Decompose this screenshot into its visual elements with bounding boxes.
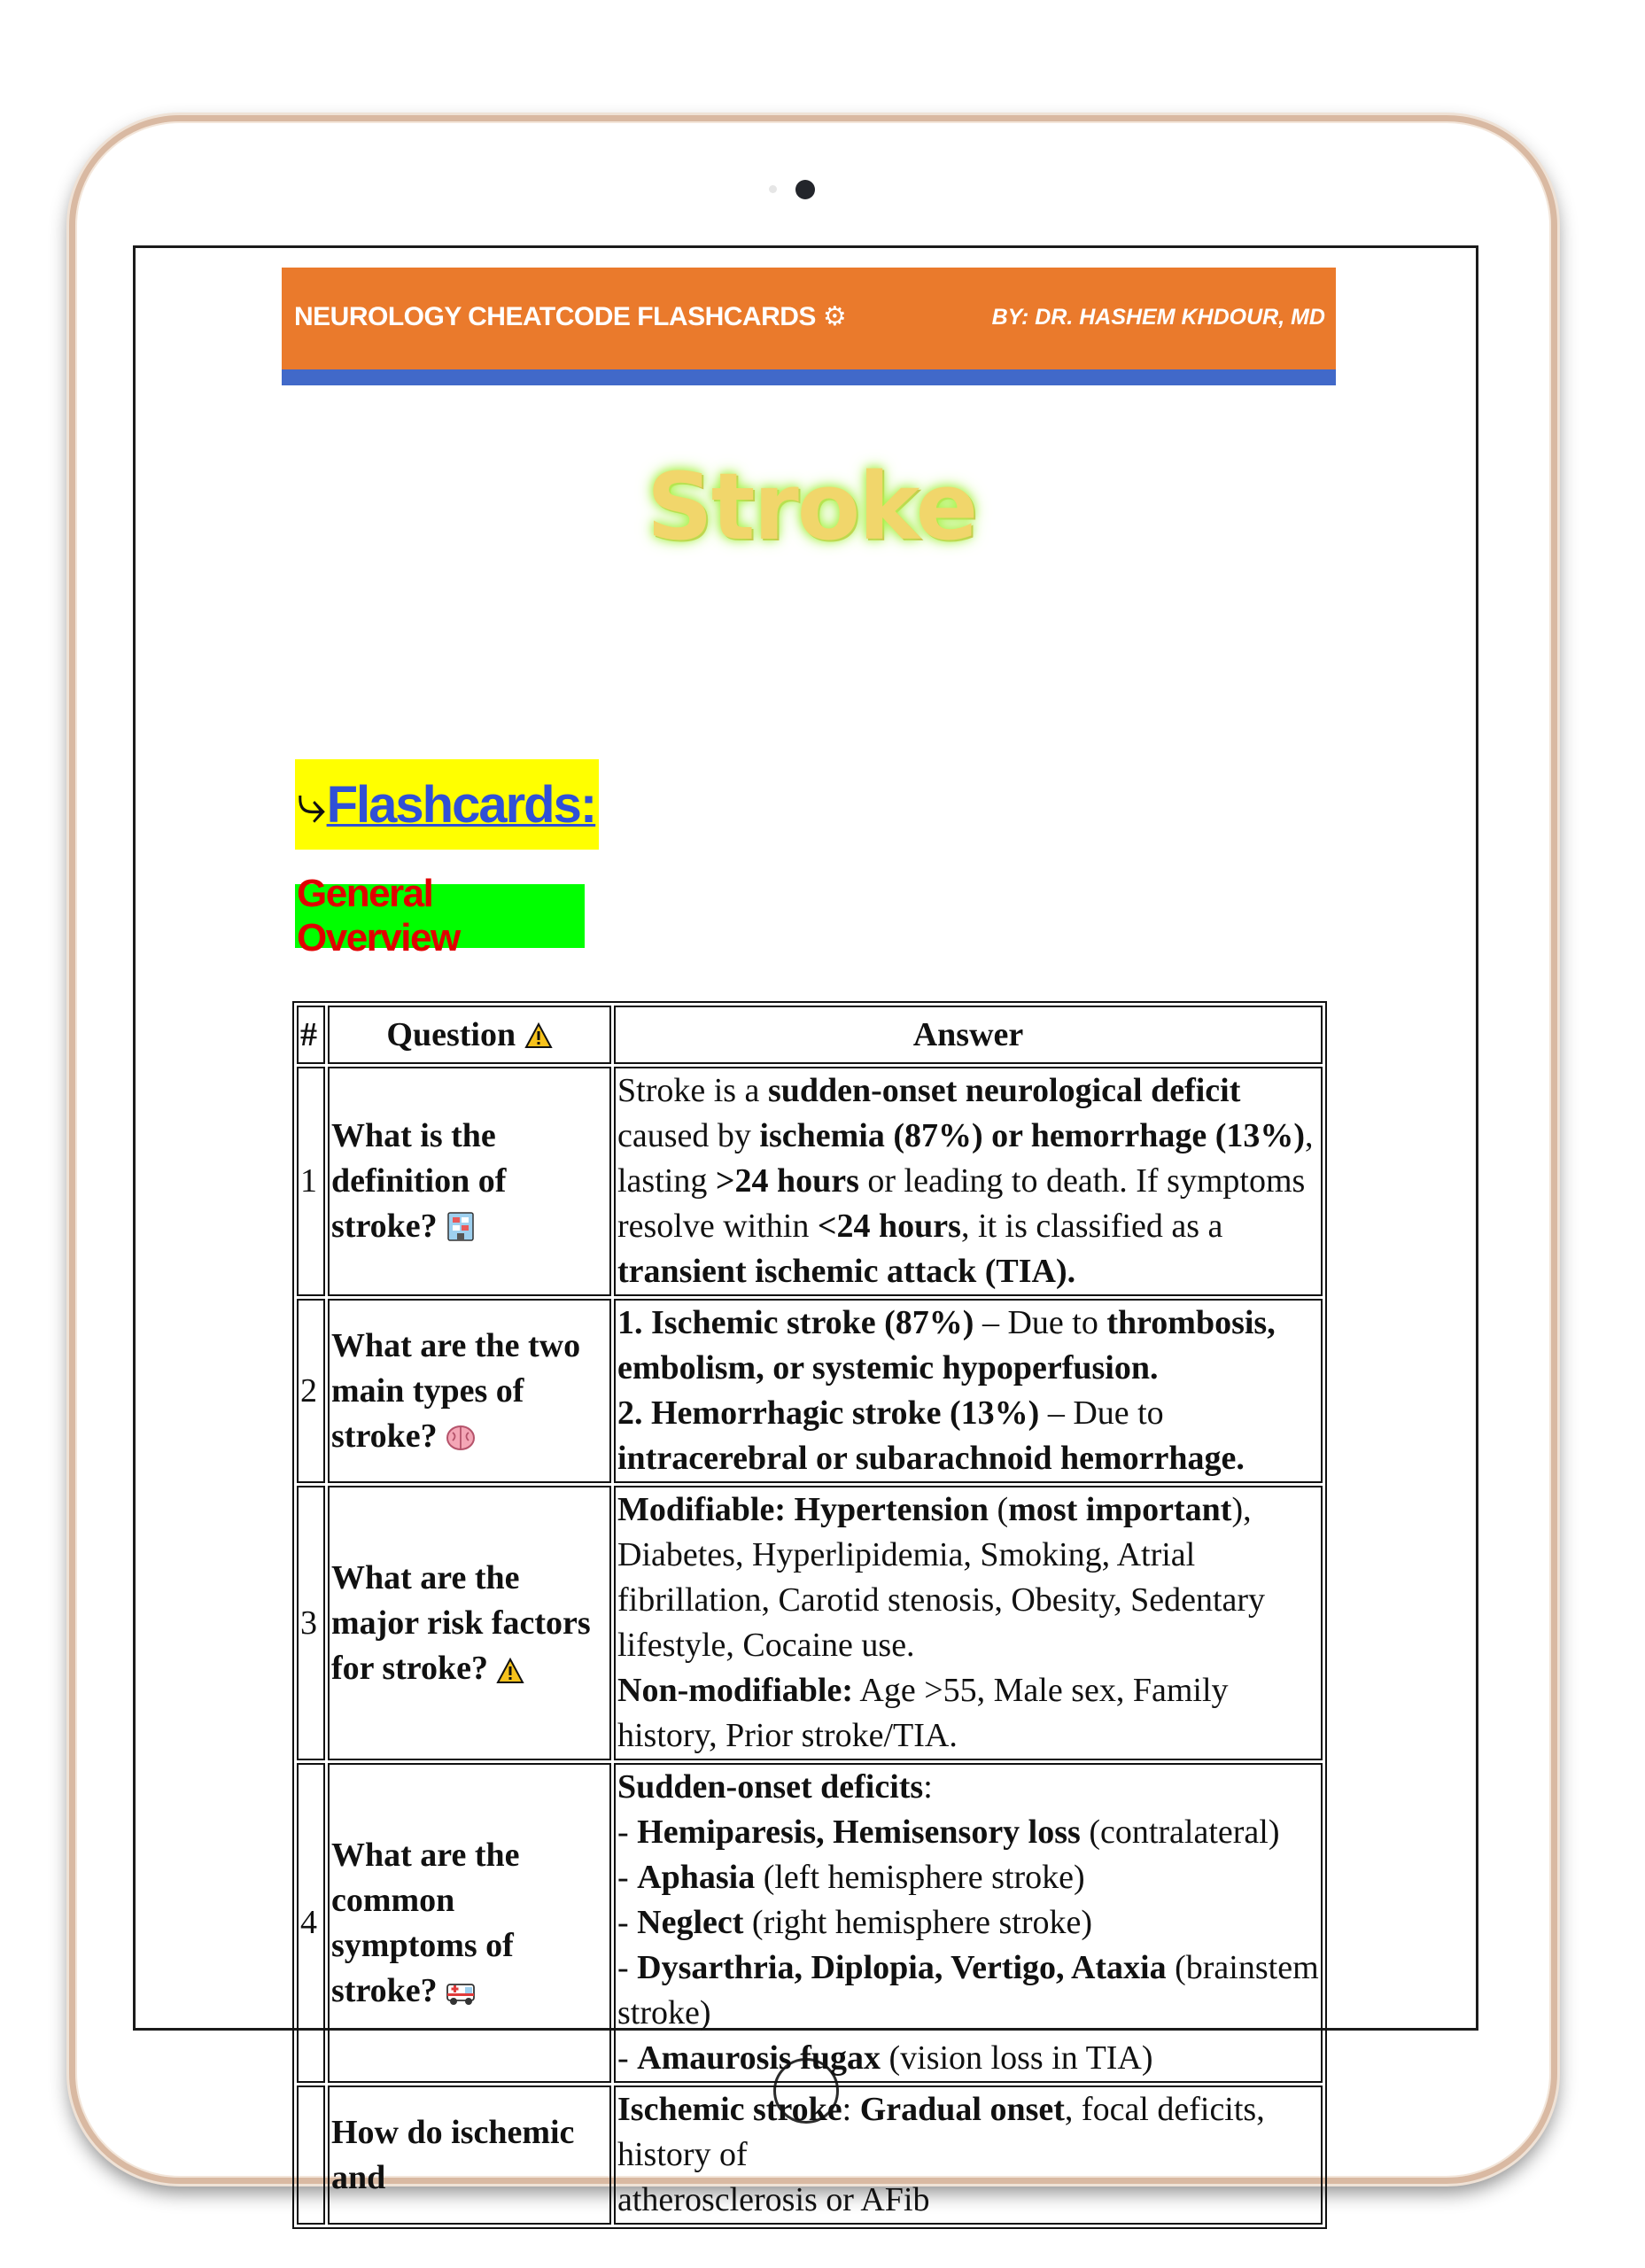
row-number: 4 — [297, 1763, 325, 2083]
answer-text: : — [842, 2091, 860, 2128]
answer-cell — [614, 1763, 1323, 2083]
answer-text: - — [617, 1904, 638, 1941]
answer-cell — [614, 1299, 1323, 1483]
table-row — [297, 1763, 1323, 2083]
table-row — [297, 1486, 1323, 1760]
section-label: General Overview — [297, 872, 460, 959]
question-cell — [328, 1299, 611, 1483]
answer-text: ( — [989, 1491, 1009, 1528]
answer-bold-text: <24 hours — [817, 1208, 961, 1245]
answer-cell — [614, 1486, 1323, 1760]
answer-text: ), Diabetes, Hyperlipidemia, Smoking, Atrial fibrillation, Carotid stenosis, Obesity, Sedentary lifestyle, Cocaine use. — [617, 1491, 1266, 1664]
brain-icon — [446, 1414, 476, 1459]
question-cell — [328, 2085, 611, 2225]
answer-text: or leading to death. If symptoms resolve within — [617, 1162, 1306, 1245]
answer-bold-text: ischemia (87%) or hemorrhage (13%) — [759, 1117, 1305, 1154]
answer-bold-text: Non-modifiable: — [617, 1672, 853, 1709]
answer-bold-text: Sudden-onset deficits — [617, 1768, 924, 1806]
column-header-answer: Answer — [614, 1006, 1323, 1064]
camera-icon — [795, 180, 815, 199]
answer-bold-text: Hypertension — [794, 1491, 989, 1528]
answer-bold-text: 2. Hemorrhagic stroke (13%) — [617, 1394, 1040, 1432]
flashcards-heading — [295, 759, 599, 850]
answer-bold-text: Aphasia — [637, 1859, 756, 1896]
brain-icon: ⚙ — [822, 302, 847, 331]
answer-bold-text: thrombosis, embolism, or systemic hypoperfusion. — [617, 1304, 1276, 1386]
question-text: What are the two main types of stroke? — [331, 1326, 581, 1455]
answer-text: (contralateral) — [1080, 1814, 1280, 1851]
answer-bold-text: 1. Ischemic stroke (87%) — [617, 1304, 974, 1341]
header-strip — [282, 369, 1336, 385]
header-title-text: NEUROLOGY CHEATCODE FLASHCARDS — [294, 302, 816, 331]
question-text: What are the common symptoms of stroke? — [331, 1836, 520, 2009]
answer-text: atherosclerosis or AFib — [617, 2181, 930, 2218]
answer-bold-text: sudden-onset neurological deficit — [767, 1072, 1241, 1109]
answer-bold-text: transient ischemic attack (TIA). — [617, 1253, 1076, 1290]
column-header-num: # — [297, 1006, 325, 1064]
answer-text: (left hemisphere stroke) — [755, 1859, 1085, 1896]
answer-bold-text: most important — [1008, 1491, 1232, 1528]
answer-text: (vision loss in TIA) — [881, 2039, 1153, 2077]
lightning-icon: ⤷ — [297, 775, 327, 834]
table-header-row — [297, 1006, 1323, 1064]
section-heading — [295, 872, 585, 959]
answer-text: , it is classified as a — [960, 1208, 1223, 1245]
answer-bold-text: Modifiable: — [617, 1491, 786, 1528]
row-number: 2 — [297, 1299, 325, 1483]
answer-text: , focal deficits, history of — [617, 2091, 1265, 2173]
question-cell — [328, 1067, 611, 1296]
answer-text: – Due to — [1039, 1394, 1164, 1432]
answer-cell — [614, 1067, 1323, 1296]
column-header-question — [328, 1006, 611, 1064]
answer-text: Stroke is a — [617, 1072, 768, 1109]
tablet-screen — [133, 245, 1478, 2218]
row-number: 3 — [297, 1486, 325, 1760]
row-number: 1 — [297, 1067, 325, 1296]
answer-text: – Due to — [974, 1304, 1107, 1341]
question-text: What is the definition of stroke? — [331, 1117, 507, 1245]
page-title-text: Stroke — [646, 453, 977, 561]
question-text: How do ischemic and — [331, 2113, 575, 2196]
table-row — [297, 2085, 1323, 2225]
header-banner — [282, 268, 1336, 369]
answer-text: - — [617, 1859, 638, 1896]
answer-text: - — [617, 1949, 638, 1986]
flashcard-table — [292, 1001, 1327, 2229]
answer-cell — [614, 2085, 1323, 2225]
answer-bold-text: Hemiparesis, Hemisensory loss — [637, 1814, 1081, 1851]
ambulance-icon — [446, 1969, 477, 2014]
answer-text: Age >55, Male sex, Family history, Prior stroke/TIA. — [617, 1672, 1229, 1754]
answer-text: : — [923, 1768, 933, 1806]
answer-bold-text: intracerebral or subarachnoid hemorrhage. — [617, 1440, 1245, 1477]
table-row — [297, 1299, 1323, 1483]
table-body — [297, 1067, 1323, 2225]
answer-bold-text: Dysarthria, Diplopia, Vertigo, Ataxia — [637, 1949, 1167, 1986]
answer-bold-text: Neglect — [637, 1904, 744, 1941]
header-author: BY: DR. HASHEM KHDOUR, MD — [991, 305, 1325, 330]
answer-text: (brainstem stroke) — [617, 1949, 1319, 2031]
answer-text: , lasting — [617, 1117, 1314, 1200]
answer-text: caused by — [617, 1117, 760, 1154]
answer-text: - — [617, 1814, 638, 1851]
sensor-dot — [769, 185, 777, 193]
answer-text: - — [617, 2039, 638, 2077]
table-row — [297, 1067, 1323, 1296]
question-text: What are the major risk factors for stroke? — [331, 1558, 591, 1687]
answer-bold-text: Ischemic stroke — [617, 2091, 842, 2128]
warning-icon — [524, 1022, 553, 1049]
answer-bold-text: >24 hours — [715, 1162, 859, 1200]
column-header-question-label: Question — [386, 1015, 516, 1053]
hospital-icon — [446, 1204, 476, 1249]
answer-bold-text: Gradual onset — [859, 2091, 1065, 2128]
warning-icon — [496, 1646, 524, 1691]
answer-bold-text: Amaurosis fugax — [637, 2039, 881, 2077]
answer-text: (right hemisphere stroke) — [743, 1904, 1093, 1941]
document-page — [282, 268, 1336, 2218]
question-cell — [328, 1763, 611, 2083]
question-cell — [328, 1486, 611, 1760]
flashcards-label: Flashcards: — [326, 775, 596, 834]
header-title — [294, 301, 846, 332]
page-title — [643, 452, 980, 563]
row-number — [297, 2085, 325, 2225]
